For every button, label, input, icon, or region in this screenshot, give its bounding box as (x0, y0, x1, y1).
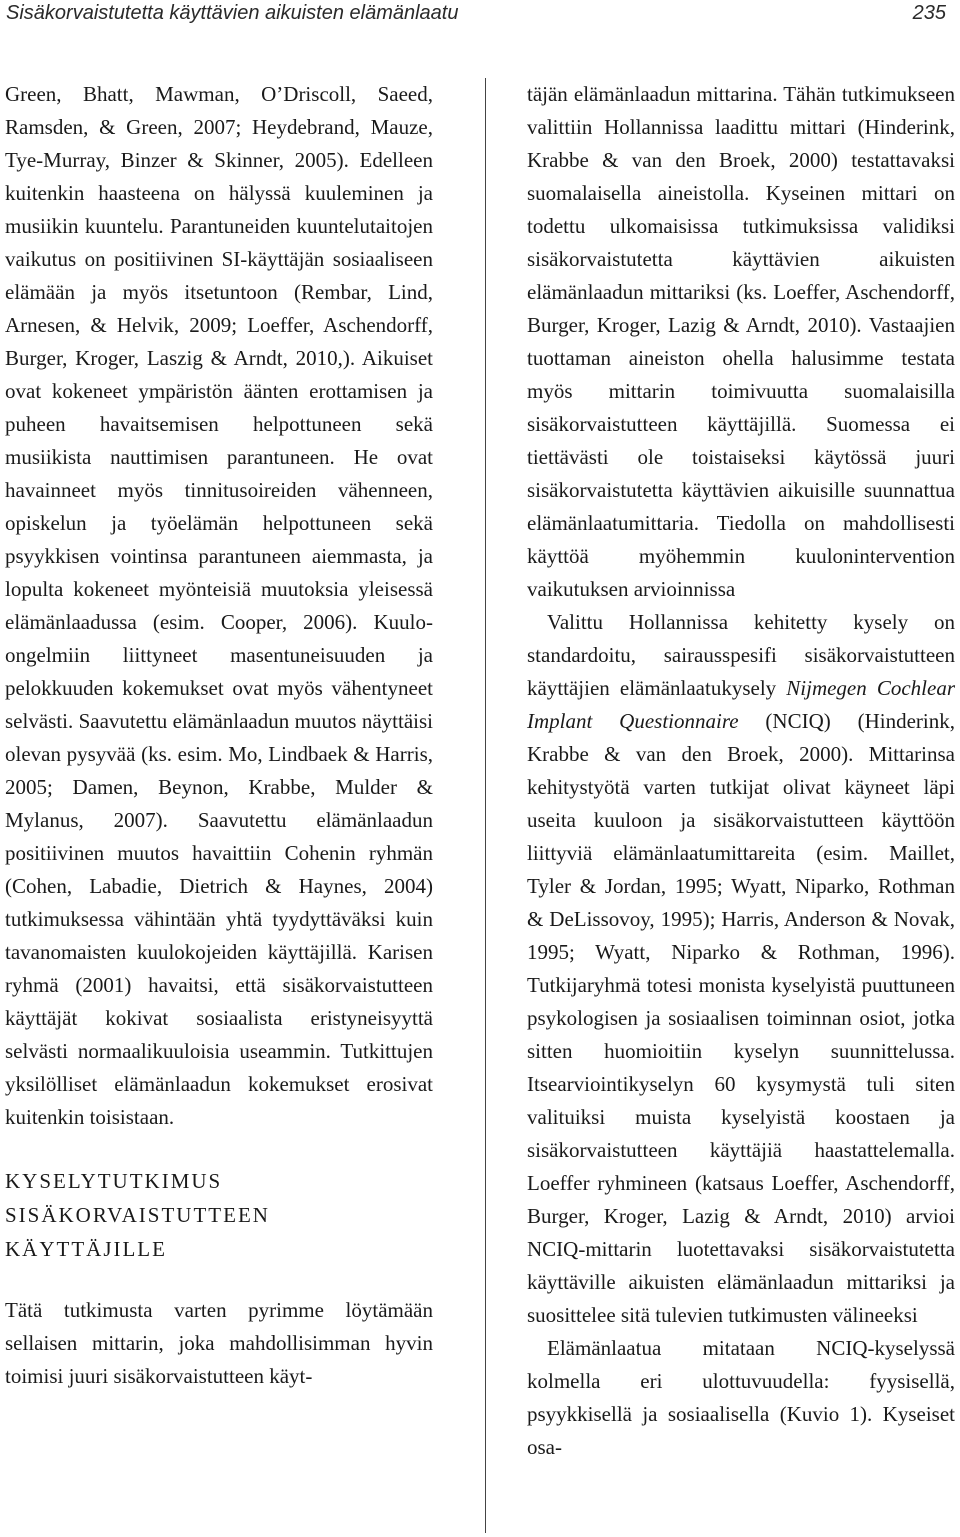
questionnaire-title: Nijmegen Cochlear Implant Questionnaire (527, 676, 955, 733)
column-divider (485, 78, 486, 1533)
right-paragraph-2 (527, 606, 955, 1332)
section-heading (5, 1164, 433, 1266)
right-paragraph-3: Elämänlaatua mitataan NCIQ-kyselyssä kolmella eri ulottuvuudella: fyysisellä, psyykkisellä ja sosiaalisella (Kuvio 1). Kyseiset osa- (527, 1336, 955, 1459)
section-heading-line-3: KÄYTTÄJILLE (5, 1237, 167, 1261)
running-title: Sisäkorvaistutetta käyttävien aikuisten elämänlaatu (6, 2, 459, 24)
section-heading-line-1: KYSELYTUTKIMUS (5, 1169, 223, 1193)
right-column (527, 78, 955, 1464)
running-header (0, 0, 960, 30)
right-paragraph-1: täjän elämänlaadun mittarina. Tähän tutkimukseen valittiin Hollannissa laadittu mittari (Hinderink, Krabbe & van den Broek, 2000) testattavaksi suomalaisella aineistolla. Kyseinen mittari on todettu ulkomaisissa tutkimuksissa validiksi sisäkorvaistutetta käyttävien aikuisten elämänlaadun mittariksi (ks. Loeffer, Aschendorff, Burger, Kroger, Lazig & Arndt, 2010). Vastaajien tuottaman aineiston ohella halusimme testata myös mittarin toimivuutta suomalaisilla sisäkorvaistutteen käyttäjillä. Suomessa ei tiettävästi ole toistaiseksi käytössä juuri sisäkorvaistutetta käyttävien aikuisille suunnattua elämänlaatumittaria. Tiedolla on mahdollisesti käyttöä myöhemmin kuulonintervention vaikutuksen arvioinnissa (527, 82, 955, 601)
right-paragraph-2-end: (NCIQ) (Hinderink, Krabbe & van den Broek, 2000). Mittarinsa kehitystyötä varten tutkijat olivat käyneet läpi useita kuuloon ja sisäkorvaistutteen käyttöön liittyviä elämänlaatumittareita (esim. Maillet, Tyler & Jordan, 1995; Wyatt, Niparko, Rothman & DeLissovoy, 1995); Harris, Anderson & Novak, 1995; Wyatt, Niparko & Rothman, 1996). Tutkijaryhmä totesi monista kyselyistä puuttuneen psykologisen ja sosiaalisen toiminnan osiot, jotka sitten huomioitiin kyselyn suunnittelussa. Itsearviointikyselyn 60 kysymystä tuli siten valituiksi muista kyselyistä koostaen ja sisäkorvaistutteen käyttäjiä haastattelemalla. Loeffer ryhmineen (katsaus Loeffer, Aschendorff, Burger, Kroger, Lazig & Arndt, 2010) arvioi NCIQ-mittarin luotettavaksi sisäkorvaistutetta käyttäville aikuisten elämänlaadun mittariksi ja suosittelee sitä tulevien tutkimusten välineeksi (527, 709, 955, 1327)
left-paragraph-2: Tätä tutkimusta varten pyrimme löytämään sellaisen mittarin, joka mahdollisimman hyvin toimisi juuri sisäkorvaistutteen käyt- (5, 1298, 433, 1388)
page-number: 235 (912, 2, 946, 24)
section-heading-line-2: SISÄKORVAISTUTTEEN (5, 1203, 270, 1227)
left-column (5, 78, 433, 1393)
left-paragraph-1: Green, Bhatt, Mawman, O’Driscoll, Saeed, Ramsden, & Green, 2007; Heydebrand, Mauze, Tye-Murray, Binzer & Skinner, 2005). Edelleen kuitenkin haasteena on hälyssä kuuleminen ja musiikin kuuntelu. Parantuneiden kuuntelutaitojen vaikutus on positiivinen SI-käyttäjän sosiaaliseen elämään ja myös itsetuntoon (Rembar, Lind, Arnesen, & Helvik, 2009; Loeffer, Aschendorff, Burger, Kroger, Laszig & Arndt, 2010,). Aikuiset ovat kokeneet ympäristön äänten erottamisen ja puheen havaitsemisen helpottuneen sekä musiikista nauttimisen parantuneen. He ovat havainneet myös tinnitusoireiden vähenneen, opiskelun ja työelämän helpottuneen sekä psyykkisen vointinsa parantuneen aiemmasta, ja lopulta kokeneet myönteisiä muutoksia yleisessä elämänlaadussa (esim. Cooper, 2006). Kuulo-ongelmiin liittyneet masentuneisuuden ja pelokkuuden kokemukset ovat myös vähentyneet selvästi. Saavutettu elämänlaadun muutos näyttäisi olevan pysyvää (ks. esim. Mo, Lindbaek & Harris, 2005; Damen, Beynon, Krabbe, Mulder & Mylanus, 2007). Saavutettu elämänlaadun positiivinen muutos havaittiin Cohenin ryhmän (Cohen, Labadie, Dietrich & Haynes, 2004) tutkimuksessa vähintään yhtä tyydyttäväksi kuin tavanomaisten kuulokojeiden käyttäjillä. Karisen ryhmä (2001) havaitsi, että sisäkorvaistutteen käyttäjät kokivat sosiaalista eristyneisyyttä selvästi normaalikuuloisia useammin. Tutkittujen yksilölliset elämänlaadun kokemukset erosivat kuitenkin toisistaan. (5, 82, 433, 1129)
right-paragraph-2-start: Valittu Hollannissa kehitetty kysely on standardoitu, sairausspesifi sisäkorvaistutteen käyttäjien elämänlaatukysely (527, 610, 955, 700)
